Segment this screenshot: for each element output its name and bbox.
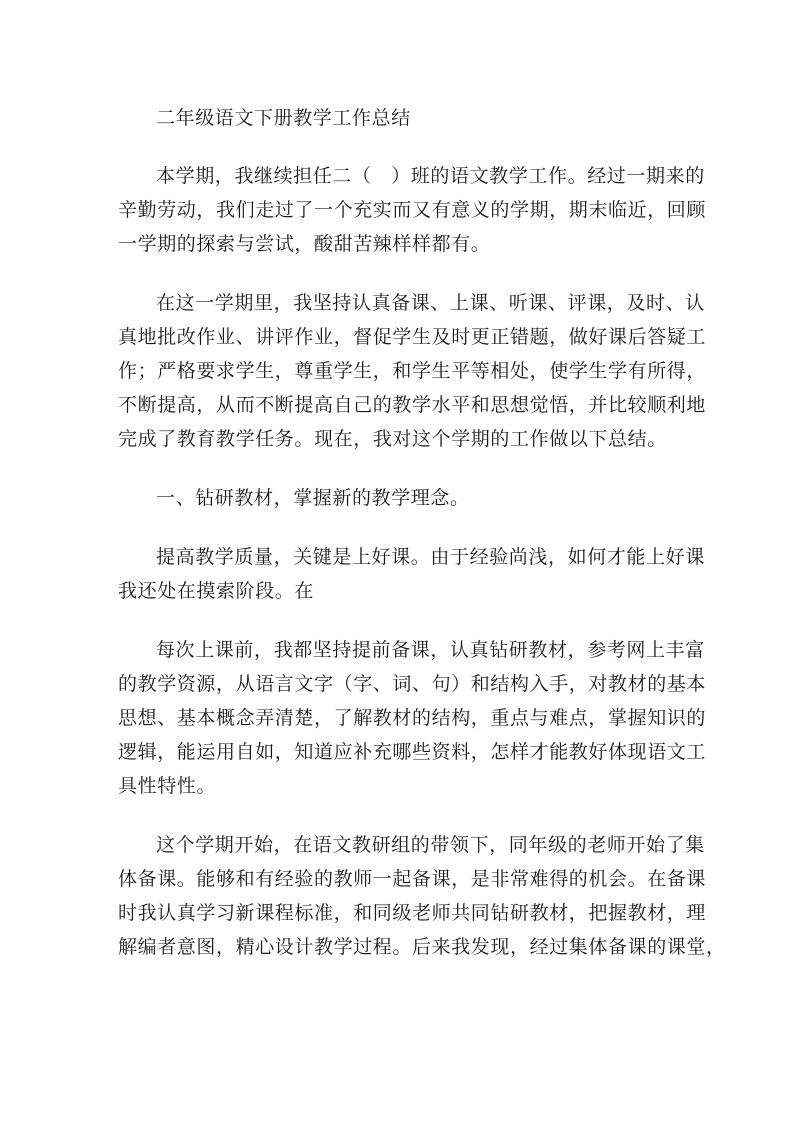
text-line: 作；严格要求学生，尊重学生，和学生平等相处，使学生学有所得， xyxy=(118,360,707,382)
text-line: 不断提高，从而不断提高自己的教学水平和思想觉悟，并比较顺利地 xyxy=(118,394,707,416)
text-line: 每次上课前，我都坚持提前备课，认真钻研教材，参考网上丰富 xyxy=(156,639,705,661)
text-line: 一学期的探索与尝试，酸甜苦辣样样都有。 xyxy=(118,233,491,255)
text-line: 这个学期开始，在语文教研组的带领下，同年级的老师开始了集 xyxy=(156,834,705,856)
text-line: 思想、基本概念弄清楚，了解教材的结构，重点与难点，掌握知识的 xyxy=(118,707,707,729)
text-line: 真地批改作业、讲评作业，督促学生及时更正错题，做好课后答疑工 xyxy=(118,326,707,348)
text-line: 具性特性。 xyxy=(118,775,217,797)
text-line: 逻辑，能运用自如，知道应补充哪些资料，怎样才能教好体现语文工 xyxy=(118,741,707,763)
text-line: 完成了教育教学任务。现在，我对这个学期的工作做以下总结。 xyxy=(118,428,667,450)
text-line: 提高教学质量，关键是上好课。由于经验尚浅，如何才能上好课 xyxy=(156,546,705,568)
paragraph-lesson-prep xyxy=(118,633,707,803)
text-line: 我还处在摸索阶段。在 xyxy=(118,580,315,602)
paragraph-group-prep xyxy=(118,828,726,964)
text-line: 辛勤劳动，我们走过了一个充实而又有意义的学期，期末临近，回顾 xyxy=(118,199,707,221)
paragraph-work-summary xyxy=(118,286,707,456)
text-line: 时我认真学习新课程标准，和同级老师共同钻研教材，把握教材，理 xyxy=(118,902,707,924)
paragraph-teaching-quality xyxy=(118,540,705,608)
paragraph-intro xyxy=(118,159,707,261)
section-heading-1 xyxy=(118,481,678,515)
text-line: 解编者意图，精心设计教学过程。后来我发现，经过集体备课的课堂， xyxy=(118,936,726,958)
text-line: 本学期，我继续担任二（ ）班的语文教学工作。经过一期来的 xyxy=(156,165,705,187)
text-line: 在这一学期里，我坚持认真备课、上课、听课、评课，及时、认 xyxy=(156,292,705,314)
text-line: 的教学资源，从语言文字（字、词、句）和结构入手，对教材的基本 xyxy=(118,673,707,695)
document-title: 二年级语文下册教学工作总结 xyxy=(156,107,411,129)
document-body xyxy=(118,101,726,989)
text-line: 一、钻研教材，掌握新的教学理念。 xyxy=(156,487,470,509)
text-line: 体备课。能够和有经验的教师一起备课，是非常难得的机会。在备课 xyxy=(118,868,707,890)
